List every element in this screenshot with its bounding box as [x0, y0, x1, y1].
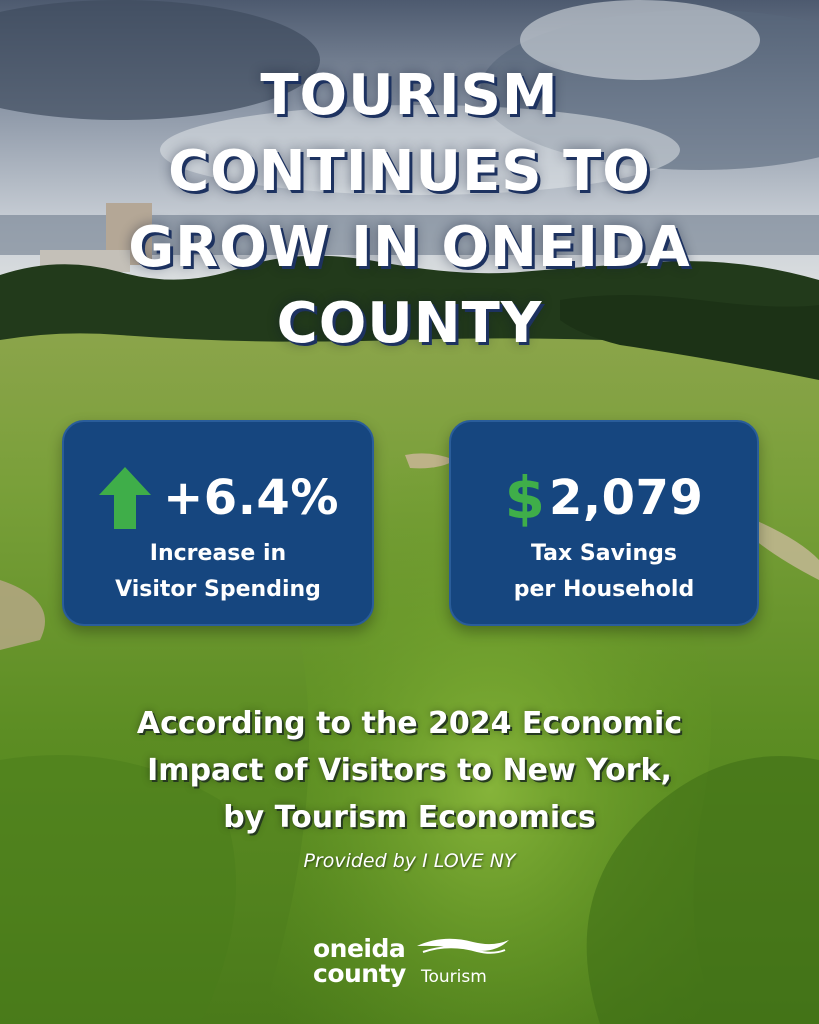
stat-value: +6.4% — [163, 470, 339, 526]
stat-label-line-2: per Household — [513, 577, 695, 602]
source-citation — [0, 700, 819, 841]
provided-by-credit: Provided by I LOVE NY — [303, 850, 516, 872]
stat-label-line-1: Increase in — [149, 541, 287, 566]
stat-label — [64, 536, 372, 608]
logo-word-oneida: oneida — [313, 934, 406, 963]
headline-line-4: COUNTY — [276, 291, 543, 356]
dollar-sign-icon: $ — [504, 464, 546, 532]
stat-card-visitor-spending — [62, 420, 374, 626]
headline-line-3: GROW IN ONEIDA — [128, 215, 691, 280]
stat-label — [451, 536, 757, 608]
headline-line-2: CONTINUES TO — [168, 139, 651, 204]
stat-row — [451, 458, 757, 538]
headline-line-1: TOURISM — [260, 63, 559, 128]
source-line-2: Impact of Visitors to New York, — [147, 753, 672, 788]
source-line-3: by Tourism Economics — [223, 800, 596, 835]
logo-word-county: county — [313, 959, 406, 988]
up-arrow-icon — [97, 465, 153, 531]
stat-card-tax-savings — [449, 420, 759, 626]
oneida-county-tourism-logo — [313, 934, 513, 994]
stat-label-line-1: Tax Savings — [531, 541, 677, 566]
stat-value: 2,079 — [549, 470, 704, 526]
headline — [0, 58, 819, 362]
stat-label-line-2: Visitor Spending — [115, 577, 321, 602]
source-line-1: According to the 2024 Economic — [136, 706, 683, 741]
stat-row — [64, 458, 372, 538]
swoosh-icon — [413, 934, 513, 964]
logo-word-tourism: Tourism — [421, 967, 487, 987]
